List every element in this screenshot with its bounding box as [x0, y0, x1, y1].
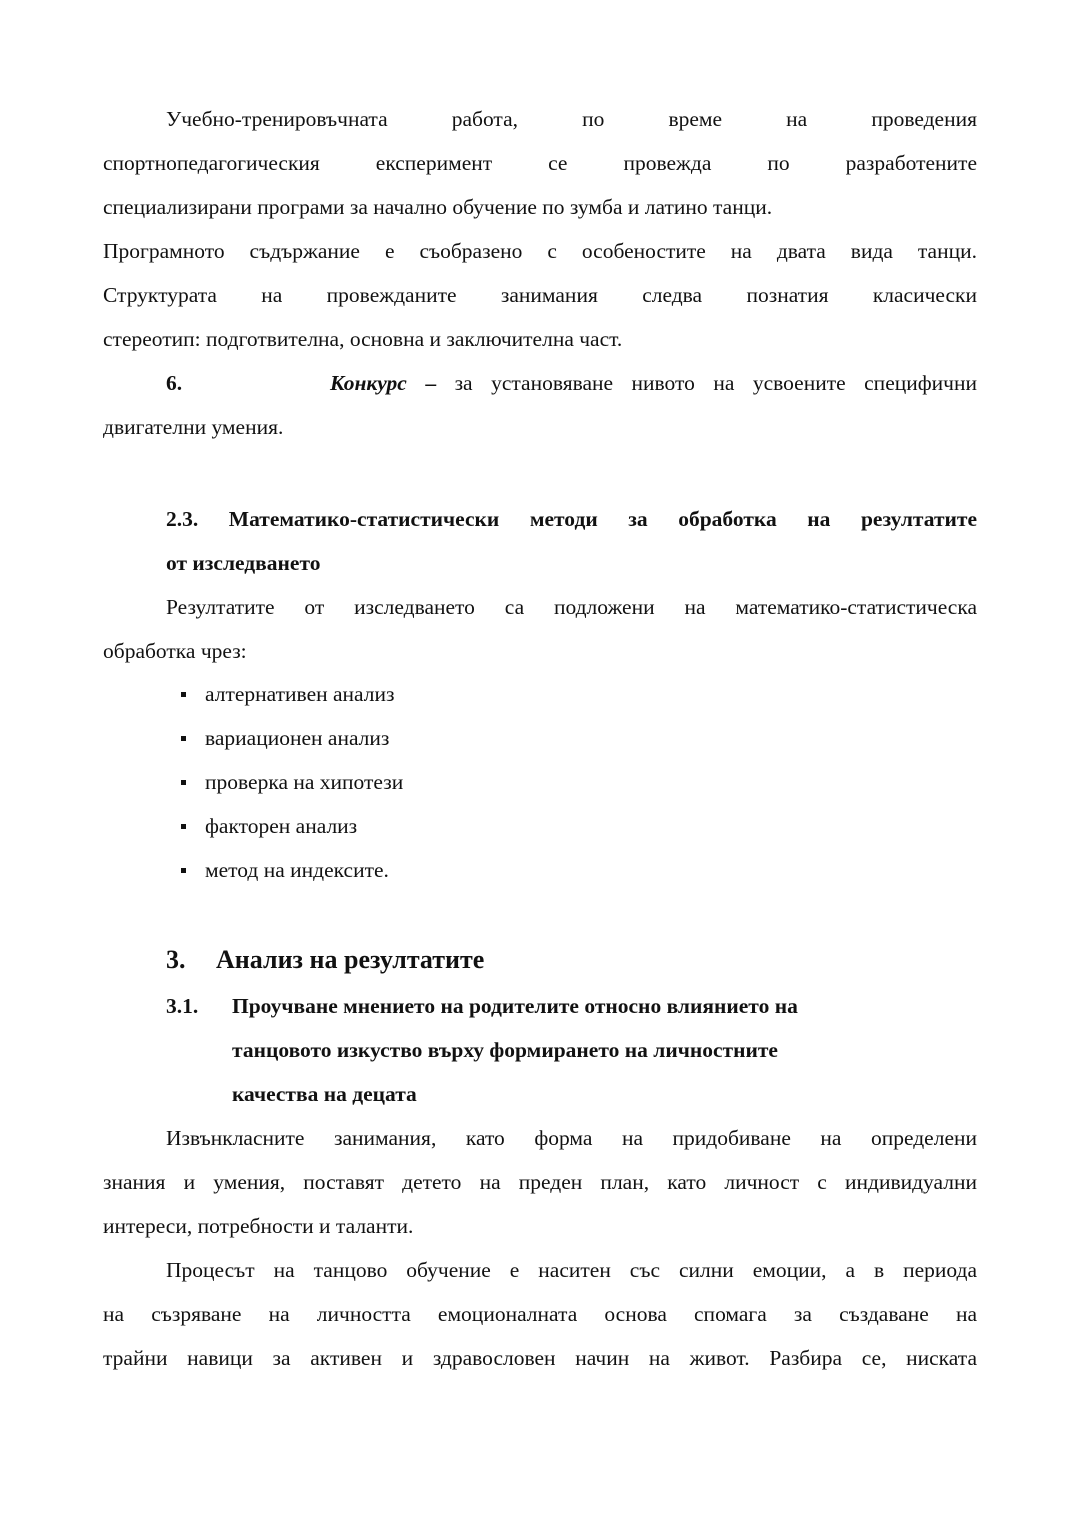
heading-line: 2.3. Математико-статистически методи за обработка на резултатите [166, 507, 977, 531]
section-3-number: 3. [166, 945, 186, 974]
bullet-icon [181, 736, 186, 741]
text-line: интереси, потребности и таланти. [103, 1214, 414, 1238]
section-3-title: Анализ на резултатите [216, 945, 485, 974]
section-3-1-heading [166, 984, 977, 1116]
text-line: специализирани програми за начално обучение по зумба и латино танци. [103, 195, 773, 219]
item-6-dash: – [425, 371, 437, 395]
text-line: Резултатите от изследването са подложени на математико-статистическа [166, 595, 977, 619]
paragraph-dance-training [103, 1248, 977, 1380]
bullet-icon [181, 780, 186, 785]
text-line: спортнопедагогическия експеримент се провежда по разработените [103, 151, 977, 175]
section-2-3-heading [103, 497, 977, 585]
bullet-icon [181, 868, 186, 873]
list-item [103, 672, 977, 716]
paragraph-extracurricular [103, 1116, 977, 1248]
bullet-icon [181, 824, 186, 829]
text-line: двигателни умения. [103, 415, 284, 439]
list-item-text: алтернативен анализ [205, 682, 395, 706]
section-3-heading [166, 938, 484, 982]
paragraph-training-work [103, 97, 977, 361]
list-item [103, 716, 977, 760]
section-2-3-intro [103, 585, 977, 673]
item-6-line [103, 361, 977, 405]
heading-line: от изследването [166, 551, 321, 575]
text-line: на съзряване на личността емоционалната основа спомага за създаване на [103, 1302, 977, 1326]
heading-line: качества на децата [232, 1082, 417, 1106]
text-line: Извънкласните занимания, като форма на придобиване на определени [166, 1126, 977, 1150]
list-item-text: проверка на хипотези [205, 770, 404, 794]
list-item [103, 760, 977, 804]
list-item [103, 804, 977, 848]
item-6-contest [103, 361, 977, 449]
item-6-term: Конкурс [329, 371, 407, 395]
list-item-text: вариационен анализ [205, 726, 390, 750]
section-3-1-number: 3.1. [166, 994, 199, 1018]
heading-line: танцовото изкуство върху формирането на личностните [232, 1038, 778, 1062]
text-line: Процесът на танцово обучение е наситен със силни емоции, а в периода [166, 1258, 977, 1282]
item-6-number: 6. [166, 371, 183, 395]
list-item-text: факторен анализ [205, 814, 358, 838]
text-line: знания и умения, поставят детето на преден план, като личност с индивидуални [103, 1170, 977, 1194]
text-line: Структурата на провежданите занимания следва познатия класически [103, 283, 977, 307]
text-line: стереотип: подготвителна, основна и заключителна част. [103, 327, 623, 351]
heading-line: Проучване мнението на родителите относно влиянието на [232, 994, 798, 1018]
item-6-text: за установяване нивото на усвоените специфични [454, 371, 978, 395]
methods-list [103, 672, 977, 892]
list-item-text: метод на индексите. [205, 858, 389, 882]
text-line: Програмното съдържание е съобразено с особеностите на двата вида танци. [103, 239, 977, 263]
text-line: обработка чрез: [103, 639, 247, 663]
list-item [103, 848, 977, 892]
text-line: Учебно-тренировъчната работа, по време на проведения [166, 107, 977, 131]
text-line: трайни навици за активен и здравословен начин на живот. Разбира се, ниската [103, 1346, 977, 1370]
bullet-icon [181, 692, 186, 697]
